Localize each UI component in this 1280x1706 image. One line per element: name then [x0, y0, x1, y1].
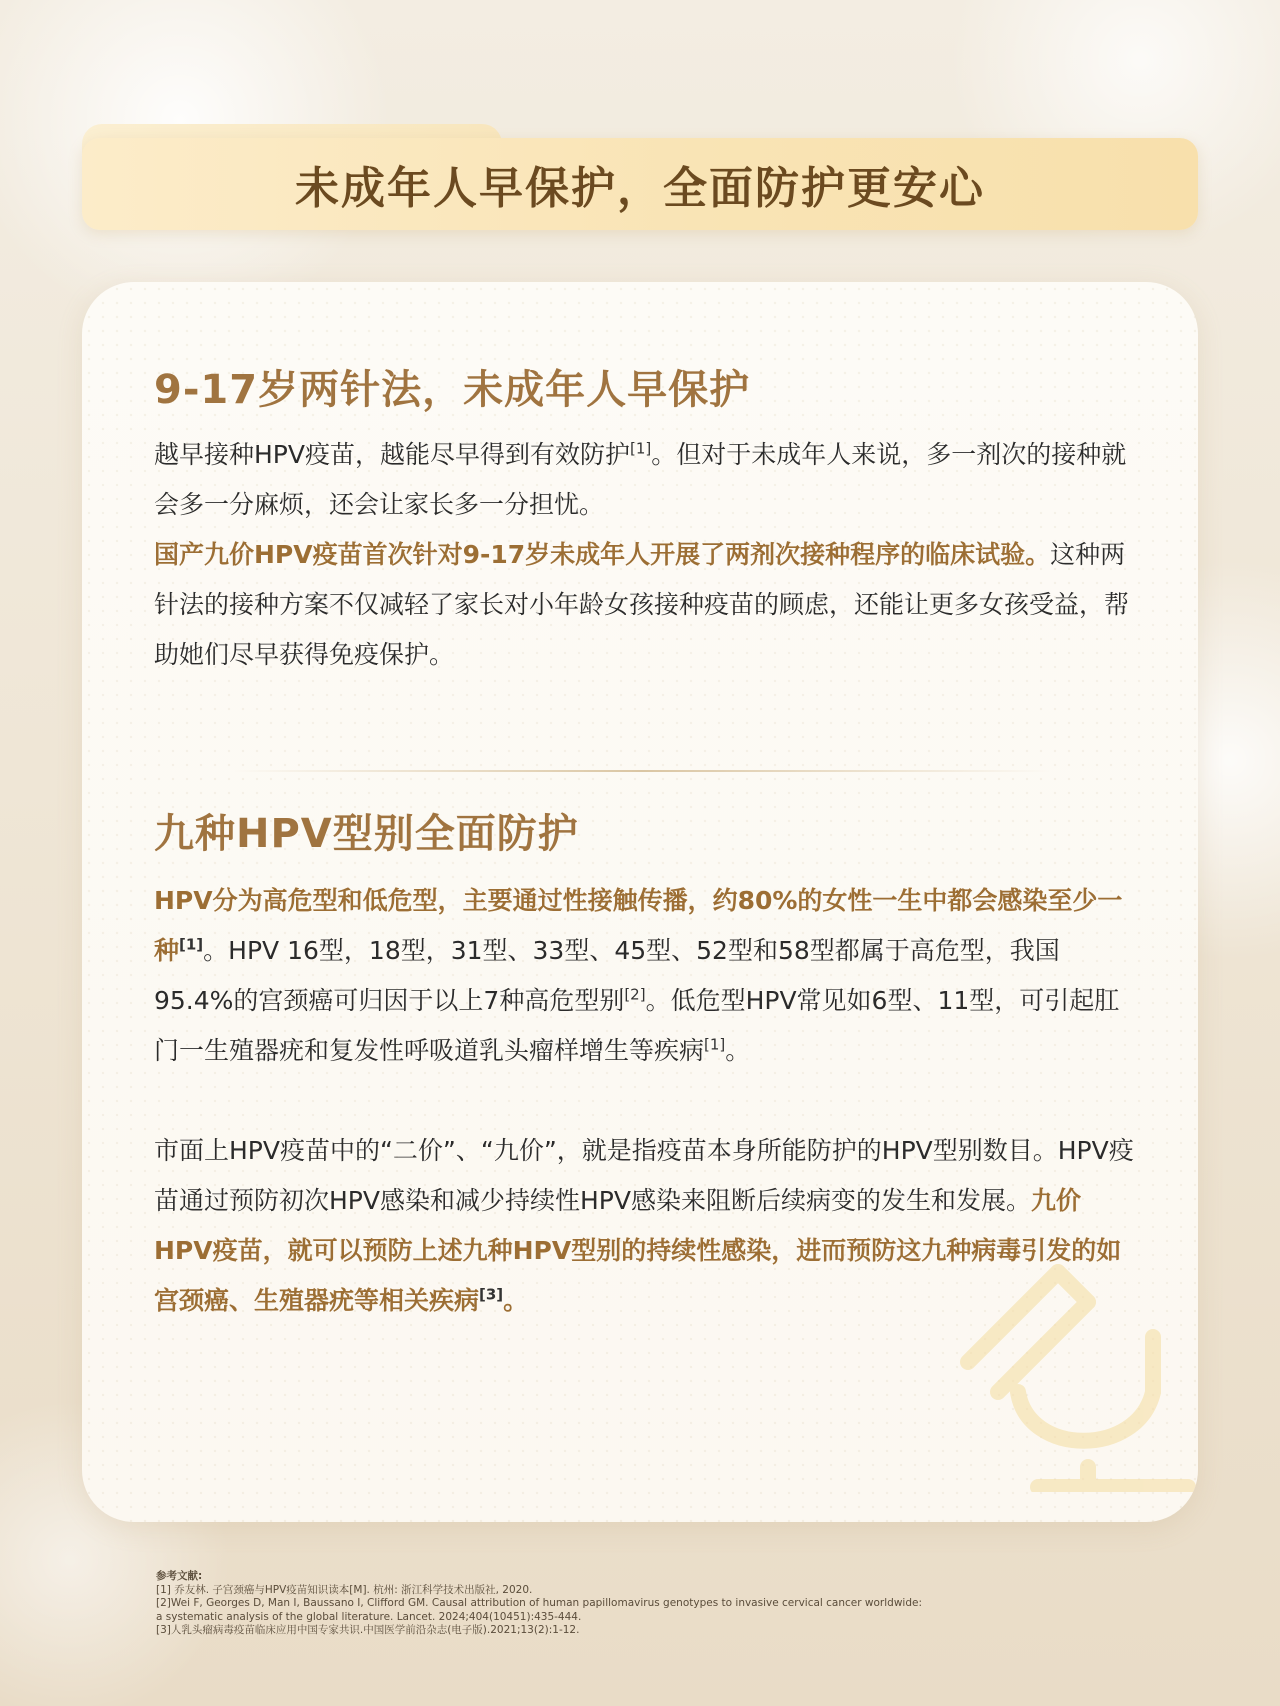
section1-paragraph-1 — [154, 430, 1134, 530]
section2-p1-text-c: 。 — [725, 1036, 751, 1065]
section1-p2-highlight: 国产九价HPV疫苗首次针对9-17岁未成年人开展了两剂次接种程序的临床试验。 — [154, 540, 1051, 569]
page-title: 未成年人早保护，全面防护更安心 — [295, 163, 985, 214]
reference-item: [3]人乳头瘤病毒疫苗临床应用中国专家共识.中国医学前沿杂志(电子版).2021;13(2):1-12. — [156, 1624, 580, 1636]
section2-p1-highlight: HPV分为高危型和低危型，主要通过性接触传播，约80%的女性一生中都会感染至少一种 — [154, 886, 1123, 965]
section1-p2-text: 这种两针法的接种方案不仅减轻了家长对小年龄女孩接种疫苗的顾虑，还能让更多女孩受益，帮助她们尽早获得免疫保护。 — [154, 540, 1130, 669]
section1-p1-text-a: 越早接种HPV疫苗，越能尽早得到有效防护 — [154, 440, 630, 469]
citation-ref: [1] — [179, 935, 204, 954]
references-title: 参考文献: — [156, 1570, 203, 1582]
citation-ref: [1] — [629, 439, 652, 458]
section1-paragraph-2 — [154, 530, 1134, 680]
references — [156, 1570, 1166, 1638]
citation-ref: [1] — [704, 1035, 726, 1054]
reference-item: [2]Wei F, Georges D, Man I, Baussano I, Clifford GM. Causal attribution of human papillomavirus genotypes to invasive cervical cancer worldwide: — [156, 1597, 922, 1609]
header-banner — [82, 124, 1198, 230]
microscope-icon — [938, 1242, 1198, 1492]
section2-p2-text: 市面上HPV疫苗中的“二价”、“九价”，就是指疫苗本身所能防护的HPV型别数目。HPV疫苗通过预防初次HPV感染和减少持续性HPV感染来阻断后续病变的发生和发展。 — [154, 1136, 1134, 1215]
citation-ref: [2] — [624, 985, 646, 1004]
section2-p2-end: 。 — [503, 1286, 529, 1315]
section2-p1-text-a: 。HPV 16型，18型，31型、33型、45型、52型和58型都属于高危型，我国95.4%的宫颈癌可归因于以上7种高危型别 — [154, 936, 1060, 1015]
section2-p2-highlight: 九价HPV疫苗，就可以预防上述九种HPV型别的持续性感染，进而预防这九种病毒引发的如宫颈癌、生殖器疣等相关疾病 — [154, 1186, 1122, 1315]
section2-paragraph-1 — [154, 876, 1134, 1076]
citation-ref: [3] — [479, 1285, 504, 1304]
reference-item: [1] 乔友林. 子宫颈癌与HPV疫苗知识读本[M]. 杭州: 浙江科学技术出版社, 2020. — [156, 1583, 533, 1596]
banner-bar — [82, 138, 1198, 230]
section1-title: 9-17岁两针法，未成年人早保护 — [154, 367, 751, 413]
section2-p1-text-b: 。低危型HPV常见如6型、11型，可引起肛门一生殖器疣和复发性呼吸道乳头瘤样增生等疾病 — [154, 986, 1120, 1065]
section1-p1-text-b: 。但对于未成年人来说，多一剂次的接种就会多一分麻烦，还会让家长多一分担忧。 — [154, 440, 1127, 519]
section2-title: 九种HPV型别全面防护 — [154, 811, 579, 857]
content-card — [82, 282, 1198, 1522]
reference-item: a systematic analysis of the global literature. Lancet. 2024;404(10451):435-444. — [156, 1610, 582, 1623]
section-divider — [232, 770, 1052, 772]
